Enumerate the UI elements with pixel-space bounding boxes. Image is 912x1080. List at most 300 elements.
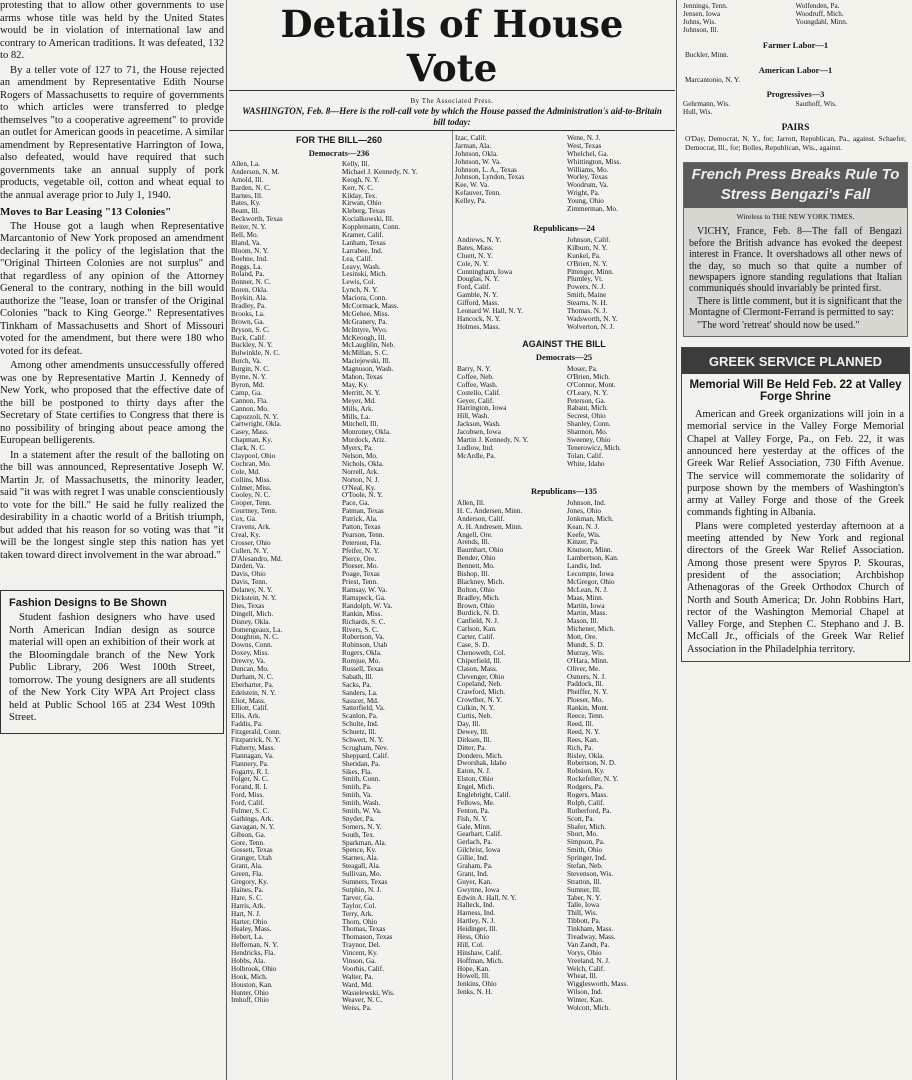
member-name: Sullivan, Mo.	[342, 870, 382, 879]
member-name: Schulte, Ind.	[342, 720, 379, 729]
member-name: Beam, Ill.	[231, 207, 260, 216]
american-labor-heading: American Labor—1	[758, 64, 833, 75]
member-name: Woodruff, Mich.	[795, 9, 844, 18]
member-name: Tolan, Calif.	[567, 451, 604, 460]
member-name: Elliott, Calif.	[231, 704, 269, 713]
member-name: Williams, Mo.	[567, 165, 609, 174]
member-name: Kilday, Tex.	[342, 191, 378, 200]
member-name: Winter, Kan.	[567, 996, 604, 1005]
member-name: Martin J. Kennedy, N. Y.	[457, 436, 529, 445]
member-name: Poage, Texas	[342, 570, 380, 579]
member-name: Davis, Tenn.	[231, 578, 268, 587]
member-name: Short, Mo.	[567, 830, 598, 839]
member-name: Rabaut, Mich.	[567, 404, 608, 413]
member-name: Anderson, Calif.	[457, 514, 505, 523]
name-list	[679, 52, 912, 60]
member-name: Dies, Texas	[231, 601, 265, 610]
member-name: Buckler, Minn.	[685, 50, 729, 59]
member-name: Marcantonio, N. Y.	[685, 75, 740, 84]
member-name: Smith, Wash.	[342, 799, 381, 808]
member-name: Zimmerman, Mo.	[567, 205, 618, 214]
member-name: Rogers, Okla.	[342, 649, 382, 658]
member-name: Ford, Calif.	[231, 799, 265, 808]
member-name: Kefauver, Tenn.	[455, 189, 501, 198]
member-name: Robertson, Va.	[342, 633, 385, 642]
article-paragraph: protesting that to allow other governments to use arms whose title was held by the United States would be in violation of international law and contrary to American traditions. It was defeated, 132 to 82.	[0, 0, 224, 61]
member-name: Taber, N. Y.	[567, 893, 602, 902]
article-paragraph: There is little comment, but it is significant that the Montagne of Clermont-Ferrand is permitted to say:	[689, 295, 902, 319]
member-name: Holmes, Mass.	[457, 322, 500, 331]
member-name: Halleck, Ind.	[457, 901, 495, 910]
member-name: Grant, Ala.	[231, 862, 263, 871]
member-name: Sheridan, Pa.	[342, 759, 381, 768]
member-name: Gamble, N. Y.	[457, 291, 498, 300]
member-name: Ramsay, W. Va.	[342, 586, 388, 595]
member-name: McKeough, Ill.	[342, 333, 387, 342]
member-name: Harrington, Iowa	[457, 404, 507, 413]
member-name: Schwert, N. Y.	[342, 736, 384, 745]
member-name: Mason, Ill.	[567, 617, 599, 626]
member-name: Rich, Pa.	[567, 743, 594, 752]
member-name: Fulmer, S. C.	[231, 807, 270, 816]
member-name: Flaherty, Mass.	[231, 743, 276, 752]
member-name: Paddock, Ill.	[567, 680, 604, 689]
member-name: Risley, Okla.	[567, 751, 605, 760]
member-name: Boykin, Ala.	[231, 294, 268, 303]
member-name: Wheat, Ill.	[567, 972, 598, 981]
member-name: Culkin, N. Y.	[457, 704, 495, 713]
member-name: Brown, Ohio	[457, 601, 495, 610]
member-name: Sumner, Ill.	[567, 885, 601, 894]
member-name: Mills, La.	[342, 412, 371, 421]
article-paragraph: Among other amendments unsuccessfully offered was one by Representative Martin J. Kennedy of New York, who proposed that the effective date of the bill be postponed to thirty days after the Secretary of State certifies to Congress that there is no possibility of bringing about peace among the European belligerents.	[0, 360, 224, 446]
member-name: Patrick, Ala.	[342, 515, 378, 524]
member-name: Imhoff, Ohio	[231, 996, 269, 1005]
name-list	[457, 237, 565, 332]
member-name: Wasielewski, Wis.	[342, 988, 395, 997]
member-name: Hope, Kan.	[457, 964, 490, 973]
member-name: Folger, N. C.	[231, 775, 269, 784]
member-name: Cunningham, Iowa	[457, 267, 513, 276]
member-name: Johnson, Calif.	[567, 237, 611, 244]
member-name: Murray, Wis.	[567, 648, 605, 657]
member-name: Edwin A. Hall, N. Y.	[457, 893, 517, 902]
member-name: Rankin, Miss.	[342, 609, 383, 618]
member-name: Doxey, Miss.	[231, 649, 270, 658]
for-republicans-heading: Republicans—24	[533, 223, 595, 233]
member-name: Hart, N. J.	[231, 909, 261, 918]
member-name: Beckworth, Texas	[231, 215, 283, 224]
member-name: Carlson, Kan.	[457, 625, 497, 634]
member-name: Welch, Calif.	[567, 964, 605, 973]
member-name: Gilchrist, Iowa	[457, 846, 501, 855]
name-list	[796, 101, 909, 117]
member-name: Bates, Ky.	[231, 199, 261, 208]
member-name: Wolverton, N. J.	[567, 322, 615, 331]
member-name: Robsion, Ky.	[567, 767, 605, 776]
member-name: Shafer, Mich.	[567, 822, 607, 831]
member-name: Heffernan, N. Y.	[231, 941, 279, 950]
member-name: Rutherford, Pa.	[567, 806, 612, 815]
member-name: Keefe, Wis.	[567, 530, 601, 539]
member-name: Cullen, N. Y.	[231, 546, 269, 555]
member-name: Ward, Md.	[342, 980, 373, 989]
member-name: Vinson, Ga.	[342, 956, 377, 965]
member-name: Arends, Ill.	[457, 538, 490, 547]
member-name: Randolph, W. Va.	[342, 601, 393, 610]
member-name: Englebright, Calif.	[457, 790, 511, 799]
member-name: Buck, Calif.	[231, 333, 266, 342]
name-list	[567, 500, 673, 1013]
member-name: Sauthoff, Wis.	[795, 100, 837, 109]
member-name: Hendricks, Fla.	[231, 949, 276, 958]
member-name: Thomas, N. J.	[567, 307, 608, 316]
member-name: Sabath, Ill.	[342, 672, 374, 681]
member-name: Kelley, Pa.	[455, 197, 487, 206]
member-name: McCormack, Mass.	[342, 302, 399, 311]
member-name: Johnson, L. A., Texas	[455, 165, 517, 174]
member-name: Eberharter, Pa.	[231, 680, 274, 689]
member-name: Pittenger, Minn.	[567, 267, 614, 276]
member-name: Peterson, Ga.	[567, 396, 606, 405]
member-name: Dickstein, N. Y.	[231, 593, 277, 602]
member-name: Durham, N. C.	[231, 672, 274, 681]
member-name: Domengeaux, La.	[231, 625, 283, 634]
member-name: Burch, Va.	[231, 357, 262, 366]
member-name: Hunter, Ohio	[231, 988, 269, 997]
member-name: Thomas, Texas	[342, 925, 386, 934]
member-name: Gwynne, Iowa	[457, 885, 500, 894]
member-name: Thomason, Texas	[342, 933, 393, 942]
member-name: Chiperfield, Ill.	[457, 656, 502, 665]
member-name: Howell, Ill.	[457, 972, 490, 981]
member-name: A. H. Andresen, Minn.	[457, 522, 523, 531]
member-name: Eliot, Mass.	[231, 696, 266, 705]
fashion-title: Fashion Designs to Be Shown	[9, 597, 167, 609]
member-name: Flannery, Pa.	[231, 759, 269, 768]
member-name: Weiss, Pa.	[342, 1004, 372, 1013]
member-name: Sasscer, Md.	[342, 696, 379, 705]
member-name: Stratton, Ill.	[567, 877, 602, 886]
member-name: O'Hara, Minn.	[567, 656, 609, 665]
article-paragraph: In a statement after the result of the balloting on the bill was announced, Representative Joseph W. Martin Jr. of Massachusetts, the minority leader, said "it was with regret I was unable conscientiously to vote for the bill." He said he fully realized the desirability in a chaotic world of a British triumph, but added that his reason for so voting was that "it will be the longest single step this nation has yet taken toward direct involvement in the war abroad."	[0, 449, 224, 561]
member-name: Stefan, Neb.	[567, 861, 603, 870]
member-name: Whelchel, Ga.	[567, 149, 609, 158]
member-name: Heidinger, Ill.	[457, 925, 498, 934]
member-name: Norrell, Ark.	[342, 467, 379, 476]
byline: By The Associated Press.	[410, 97, 494, 105]
member-name: Sweeney, Ohio	[567, 436, 611, 445]
member-name: Barnes, Ill.	[231, 191, 263, 200]
member-name: Allen, Ill.	[457, 500, 485, 507]
member-name: Nelson, Mo.	[342, 451, 378, 460]
member-name: Scrugham, Nev.	[342, 743, 389, 752]
member-name: Hill, Wash.	[457, 412, 490, 421]
member-name: McMillan, S. C.	[342, 349, 389, 358]
member-name: Buckley, N. Y.	[231, 341, 273, 350]
member-name: Leonard W. Hall, N. Y.	[457, 307, 523, 316]
member-name: Bland, Va.	[231, 238, 262, 247]
member-name: McGranery, Pa.	[342, 317, 388, 326]
member-name: Rivers, S. C.	[342, 625, 379, 634]
member-name: Fitzgerald, Conn.	[231, 728, 282, 737]
member-name: Magnuson, Wash.	[342, 365, 394, 374]
member-name: Duncan, Mo.	[231, 665, 269, 673]
member-name: West, Texas	[567, 141, 602, 150]
member-name: Terry, Ark.	[342, 909, 374, 918]
member-name: Pearson, Tenn.	[342, 530, 385, 539]
member-name: Jonkman, Mich.	[567, 514, 614, 523]
member-name: Hill, Col.	[457, 940, 484, 949]
member-name: Oliver, Me.	[567, 664, 601, 673]
member-name: Tibbott, Pa.	[567, 917, 601, 926]
member-name: Harness, Ind.	[457, 909, 496, 918]
greek-service-article	[681, 347, 910, 662]
member-name: Rees, Kan.	[567, 735, 599, 744]
vote-tables	[229, 131, 675, 1080]
member-name: Sutphin, N. J.	[342, 885, 382, 894]
member-name: Johnson, W. Va.	[455, 157, 501, 166]
member-name: Boland, Pa.	[231, 270, 265, 279]
member-name: Martin, Mass.	[567, 609, 608, 618]
member-name: Lesinski, Mich.	[342, 270, 387, 279]
member-name: Ramspeck, Ga.	[342, 593, 386, 602]
member-name: Capozzoli, N. Y.	[231, 412, 279, 421]
member-name: Vreeland, N. J.	[567, 956, 610, 965]
member-name: Carter, Calif.	[457, 633, 495, 642]
member-name: D'Alesandro, Md.	[231, 554, 283, 563]
member-name: Rockefeller, N. Y.	[567, 775, 619, 784]
member-name: Fish, N. Y.	[457, 814, 488, 823]
member-name: Cooper, Tenn.	[231, 499, 272, 508]
member-name: Norton, N. J.	[342, 475, 380, 484]
member-name: Cole, N. Y.	[457, 259, 489, 268]
member-name: Baumhart, Ohio	[457, 546, 504, 555]
member-name: Ford, Calif.	[457, 283, 491, 292]
member-name: Walter, Pa.	[342, 972, 374, 981]
member-name: Osmers, N. J.	[567, 672, 606, 681]
member-name: Martin, Iowa	[567, 601, 605, 610]
member-name: Faddis, Pa.	[231, 720, 263, 729]
name-list	[342, 161, 450, 1013]
for-bill-heading: FOR THE BILL—260	[295, 135, 382, 145]
greek-headline: GREEK SERVICE PLANNED	[682, 348, 909, 374]
member-name: Ford, Miss.	[231, 791, 264, 800]
member-name: Stevenson, Wis.	[567, 869, 614, 878]
member-name: Gore, Tenn.	[231, 838, 265, 847]
vote-continuation	[679, 3, 912, 35]
member-name: O'Leary, N. Y.	[567, 388, 608, 397]
member-name: Dworshak, Idaho	[457, 759, 507, 768]
member-name: McLaughlin, Neb.	[342, 341, 395, 350]
member-name: Gossett, Texas	[231, 846, 273, 855]
member-name: Graham, Pa.	[457, 861, 493, 870]
member-name: Lecompte, Iowa	[567, 570, 614, 579]
member-name: Romjue, Mo.	[342, 657, 381, 666]
member-name: Pace, Ga.	[342, 499, 370, 508]
member-name: Sacks, Pa.	[342, 680, 372, 689]
member-name: Thom, Ohio	[342, 917, 378, 926]
member-name: Myers, Pa.	[342, 444, 373, 453]
member-name: Case, S. D.	[457, 641, 490, 650]
member-name: Maas, Minn.	[567, 593, 604, 602]
member-name: Cartwright, Okla.	[231, 420, 282, 429]
member-name: Sumners, Texas	[342, 878, 388, 887]
member-name: Wolfenden, Pa.	[795, 2, 840, 10]
member-name: Maciejewski, Ill.	[342, 357, 391, 366]
member-name: H. C. Andersen, Minn.	[457, 506, 523, 515]
member-name: Brown, Ga.	[231, 317, 265, 326]
against-bill-heading: AGAINST THE BILL	[522, 339, 606, 349]
member-name: Tenerowicz, Mich.	[567, 443, 621, 452]
member-name: Cravens, Ark.	[231, 522, 271, 531]
member-name: Gifford, Mass.	[457, 299, 499, 308]
table-rule	[452, 131, 453, 1080]
headline: Details of House Vote	[229, 0, 675, 91]
member-name: Andrews, N. Y.	[457, 237, 502, 244]
member-name: Izac, Calif.	[455, 135, 487, 142]
member-name: Mott, Ore.	[567, 633, 598, 642]
member-name: Priest, Tenn.	[342, 578, 378, 587]
member-name: Smith, Ohio	[567, 846, 603, 855]
member-name: Jacobsen, Iowa	[457, 428, 501, 437]
member-name: Kirwan, Ohio	[342, 199, 382, 208]
member-name: Hull, Wis.	[683, 108, 713, 117]
member-name: Ploeser, Mo.	[342, 562, 379, 571]
member-name: Angell, Ore.	[457, 530, 493, 539]
fashion-notice	[0, 590, 224, 734]
member-name: Fogarty, R. I.	[231, 767, 270, 776]
article-paragraph: "The word 'retreat' should now be used."	[697, 319, 860, 331]
member-name: Eaton, N. J.	[457, 767, 491, 776]
member-name: Cluett, N. Y.	[457, 251, 493, 260]
member-name: Bonner, N. C.	[231, 278, 271, 287]
member-name: Burdick, N. D.	[457, 609, 500, 618]
member-name: Vorys, Ohio	[567, 948, 602, 957]
member-name: Hobbs, Ala.	[231, 956, 266, 965]
member-name: Costello, Calif.	[457, 388, 501, 397]
member-name: O'Brien, Mich.	[567, 372, 611, 381]
member-name: Worley, Texas	[567, 173, 608, 182]
member-name: Harris, Ark.	[231, 901, 266, 910]
member-name: Springer, Ind.	[567, 854, 607, 863]
member-name: Pheiffer, N. Y.	[567, 688, 608, 697]
member-name: Kerr, N. C.	[342, 183, 374, 192]
member-name: Moser, Pa.	[567, 366, 598, 373]
member-name: Jenks, N. H.	[457, 988, 493, 997]
member-name: Maciora, Conn.	[342, 294, 387, 303]
member-name: Houston, Kan.	[231, 980, 273, 989]
member-name: Barden, N. C.	[231, 183, 271, 192]
member-name: Gibson, Ga.	[231, 830, 266, 839]
member-name: Collins, Miss.	[231, 475, 272, 484]
member-name: Cannon, Mo.	[231, 404, 269, 413]
member-name: Boggs, La.	[231, 262, 263, 271]
member-name: Barry, N. Y.	[457, 366, 492, 373]
member-name: Whittington, Miss.	[567, 157, 622, 166]
member-name: Schuetz, Ill.	[342, 728, 377, 737]
member-name: Edelstein, N. Y.	[231, 688, 276, 697]
member-name: Kramer, Calif.	[342, 231, 384, 240]
member-name: Cooley, N. C.	[231, 491, 271, 500]
member-name: Voorhis, Calif.	[342, 964, 384, 973]
member-name: Creal, Ky.	[231, 530, 261, 539]
member-name: Anderson, N. M.	[231, 167, 280, 176]
member-name: South, Tex.	[342, 830, 375, 839]
member-name: Coffee, Neb.	[457, 372, 494, 381]
member-name: Jensen, Iowa	[683, 9, 721, 18]
member-name: Johnson, Lyndon, Texas	[455, 173, 525, 182]
member-name: O'Brien, N. Y.	[567, 259, 608, 268]
member-name: Bell, Mo.	[231, 231, 259, 240]
member-name: Taylor, Col.	[342, 901, 377, 910]
member-name: McLean, N. J.	[567, 585, 608, 594]
member-name: Johnson, Okla.	[455, 149, 498, 158]
member-name: Bates, Mass.	[457, 243, 494, 252]
member-name: Gehrmann, Wis.	[683, 100, 730, 109]
member-name: Sikes, Fla.	[342, 767, 373, 776]
against-republicans-heading: Republicans—135	[530, 486, 598, 496]
member-name: Michael J. Kennedy, N. Y.	[342, 167, 418, 176]
member-name: Darden, Va.	[231, 562, 265, 571]
member-name: Landis, Ind.	[567, 562, 602, 571]
member-name: Burgin, N. C.	[231, 365, 270, 374]
member-name: Curtis, Neb.	[457, 712, 492, 721]
member-name: Crosser, Ohio	[231, 538, 271, 547]
member-name: Starnes, Ala.	[342, 854, 379, 863]
member-name: Mahon, Texas	[342, 373, 383, 382]
member-name: Bryson, S. C.	[231, 325, 270, 334]
member-name: Tinkham, Mass.	[567, 925, 614, 934]
member-name: Holbrook, Ohio	[231, 964, 277, 973]
member-name: Guyer, Kan.	[457, 877, 493, 886]
member-name: Reed, Ill.	[567, 719, 594, 728]
member-name: Pierce, Ore.	[342, 554, 377, 563]
member-name: Wadsworth, N. Y.	[567, 314, 618, 323]
member-name: Gregory, Ky.	[231, 878, 269, 887]
member-name: Leavy, Wash.	[342, 262, 381, 271]
member-name: Davis, Ohio	[231, 570, 266, 579]
member-name: Simpson, Pa.	[567, 838, 605, 847]
member-name: Scott, Pa.	[567, 814, 595, 823]
member-name: Hinshaw, Calif.	[457, 948, 502, 957]
member-name: Hess, Ohio	[457, 932, 489, 941]
name-list	[455, 135, 565, 206]
member-name: Hebert, La.	[231, 933, 264, 942]
greek-subheadline: Memorial Will Be Held Feb. 22 at Valley Forge Shrine	[689, 379, 902, 404]
member-name: Delaney, N. Y.	[231, 586, 273, 595]
member-name: Kilburn, N. Y.	[567, 243, 608, 252]
member-name: Jenkins, Ohio	[457, 980, 497, 989]
member-name: Satterfield, Va.	[342, 704, 385, 713]
member-name: Woodrum, Va.	[567, 181, 609, 190]
member-name: Rodgers, Pa.	[567, 783, 604, 792]
member-name: Jennings, Tenn.	[683, 2, 728, 10]
member-name: Rolph, Calif.	[567, 798, 605, 807]
member-name: Claypool, Ohio	[231, 451, 276, 460]
member-name: Camp, Ga.	[231, 388, 262, 397]
member-name: Elston, Ohio	[457, 775, 494, 784]
left-column	[0, 0, 224, 1080]
member-name: Shannon, Mo.	[567, 428, 608, 437]
member-name: Bolton, Ohio	[457, 585, 495, 594]
dateline: WASHINGTON, Feb. 8—Here is the roll-call vote by which the House passed the Administration's aid-to-Britain bill today:	[229, 106, 675, 131]
member-name: O'Toole, N. Y.	[342, 491, 383, 500]
member-name: Wene, N. J.	[567, 135, 601, 142]
member-name: Fenton, Pa.	[457, 806, 490, 815]
member-name: Brooks, La.	[231, 309, 265, 318]
center-column	[229, 0, 675, 1080]
